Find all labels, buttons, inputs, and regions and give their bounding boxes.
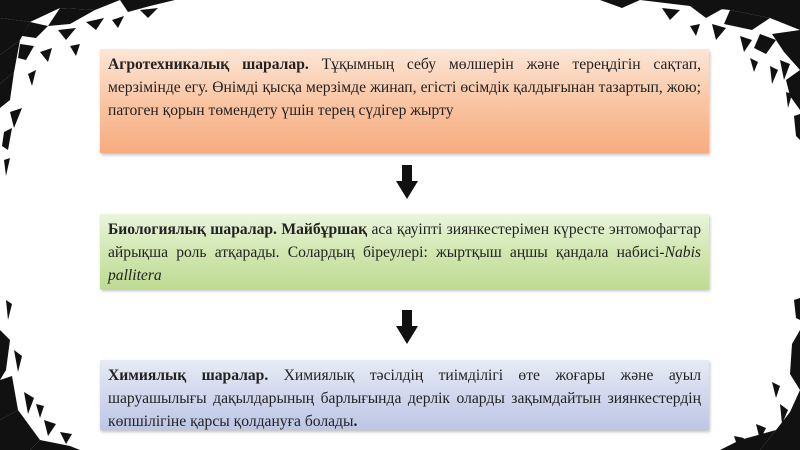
block-text: Тұқымның себу мөлшерін және тереңдігін сақтап, мерзімінде егу. Өнімді қысқа мерзімде жинап, егісті өсімдік қалдығынан тазартып, жою; патоген қорын төмендету үшін терең сүдігер жырту bbox=[108, 56, 701, 119]
block-title: Биологиялық шаралар. Майбұршақ bbox=[108, 221, 368, 238]
biological-measures-block bbox=[100, 214, 709, 289]
block-text: Химиялық тәсілдің тиімділігі өте жоғары және ауыл шаруашылығы дақылдарының барлығында дерлік оларды зақымдайтын зиянкестердің көпшілігіне қарсы қолдануға болады bbox=[108, 367, 702, 430]
down-arrow-icon bbox=[396, 165, 418, 199]
block-title: Химиялық шаралар. bbox=[108, 367, 269, 384]
agrotechnical-measures-block bbox=[100, 49, 709, 153]
chemical-measures-block bbox=[100, 360, 709, 430]
block-end-period: . bbox=[353, 413, 358, 430]
block-title: Агротехникалық шаралар. bbox=[108, 56, 309, 73]
block-text: аса қауіпті зиянкестерімен күресте энтомофагтар айрықша роль атқарады. Солардың біреулері: жыртқыш аңшы қандала набисі- bbox=[108, 221, 701, 261]
latin-species-name: Nabis pallitera bbox=[108, 244, 701, 284]
down-arrow-icon bbox=[396, 310, 418, 344]
